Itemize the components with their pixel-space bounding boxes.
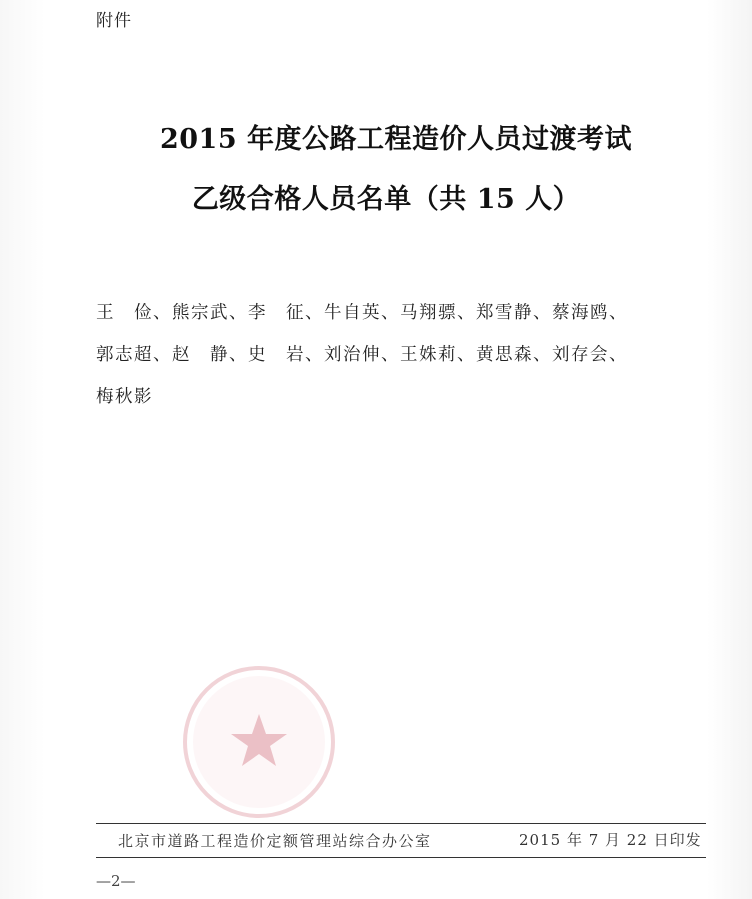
official-seal-icon [179, 662, 339, 822]
attachment-label: 附件 [96, 11, 132, 31]
page-number: —2— [96, 872, 136, 890]
names-line: 梅秋影 [96, 387, 153, 407]
issuing-organization: 北京市道路工程造价定额管理站综合办公室 [118, 832, 432, 850]
names-line: 郭志超、赵 静、史 岩、刘治伸、王姝莉、黄思森、刘存会、 [96, 345, 628, 365]
footer-bottom-rule [96, 857, 706, 858]
passed-personnel-list [96, 292, 706, 418]
names-line: 王 俭、熊宗武、李 征、牛自英、马翔骠、郑雪静、蔡海鸥、 [96, 303, 628, 323]
document-title-line-2: 乙级合格人员名单（共 15 人） [191, 184, 581, 215]
document-title-line-1: 2015 年度公路工程造价人员过渡考试 [159, 124, 633, 155]
footer-top-rule [96, 823, 706, 824]
issue-date: 2015 年 7 月 22 日印发 [519, 831, 702, 849]
